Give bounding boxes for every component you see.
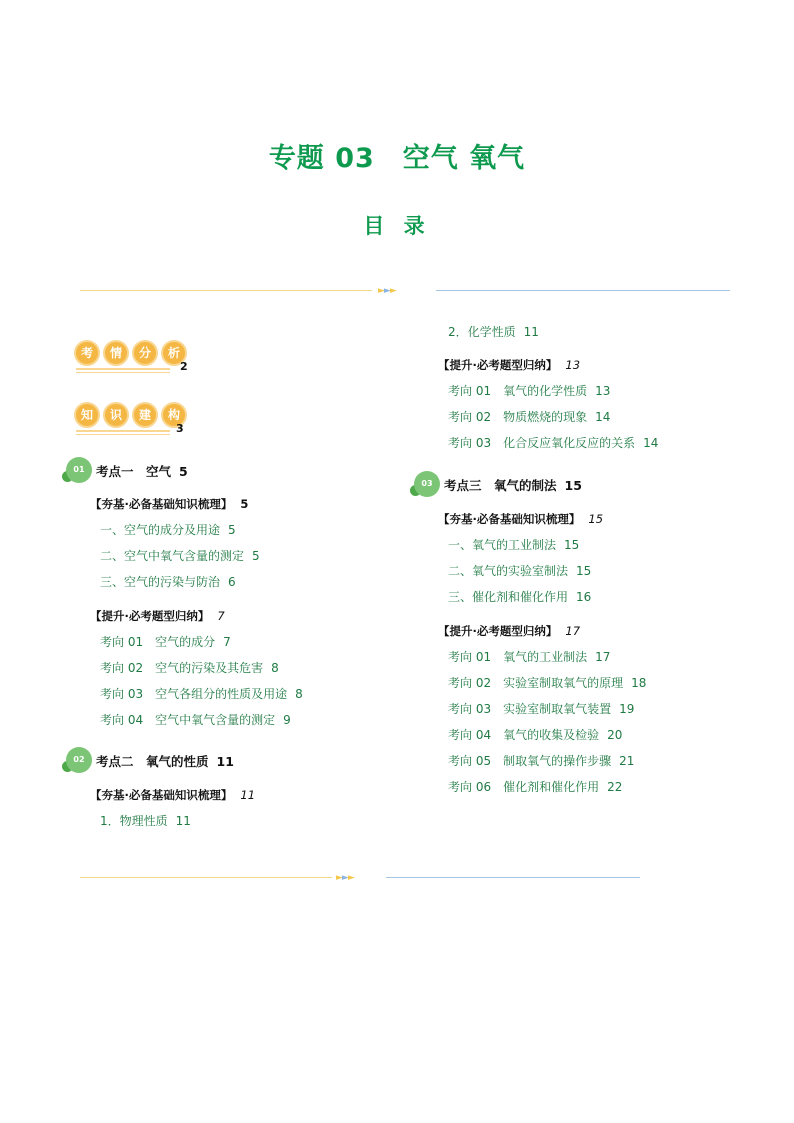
toc-section-advanced[interactable]: [90, 609, 225, 623]
badge-char: 考: [74, 340, 100, 366]
item-label: 考向 04 氧气的收集及检验: [448, 728, 600, 742]
badge-page: 2: [180, 360, 188, 373]
item-page: 9: [283, 713, 291, 727]
badge-char: 知: [74, 402, 100, 428]
page-title: 专题 03 空气 氧气: [268, 143, 526, 174]
badge-page: 3: [176, 422, 184, 435]
toc-section-basic[interactable]: [90, 497, 248, 511]
item-label: 考向 05 制取氧气的操作步骤: [448, 754, 612, 768]
point-page: 5: [179, 464, 188, 479]
item-page: 17: [595, 650, 611, 664]
item-page: 18: [631, 676, 647, 690]
toc-item[interactable]: [448, 728, 622, 742]
item-label: 考向 03 空气各组分的性质及用途: [100, 687, 288, 701]
item-page: 7: [223, 635, 231, 649]
badge-char: 分: [132, 340, 158, 366]
point-number-icon: 02: [66, 747, 92, 773]
item-page: 6: [228, 575, 236, 589]
toc-section-basic[interactable]: [438, 512, 603, 526]
item-page: 15: [564, 538, 580, 552]
toc-heading: 目 录: [363, 214, 431, 238]
section-label: 【夯基·必备基础知识梳理】: [90, 788, 233, 802]
item-label: 考向 06 催化剂和催化作用: [448, 780, 600, 794]
point-label: 考点二 氧气的性质: [96, 754, 209, 769]
item-label: 二、氧气的实验室制法: [448, 564, 569, 578]
toc-item[interactable]: [100, 635, 231, 649]
item-label: 三、空气的污染与防治: [100, 575, 221, 589]
item-label: 考向 01 氧气的化学性质: [448, 384, 588, 398]
item-page: 20: [607, 728, 623, 742]
badge-char: 情: [103, 340, 129, 366]
item-page: 11: [523, 325, 539, 339]
item-page: 16: [576, 590, 592, 604]
point-number-icon: 03: [414, 471, 440, 497]
point-label: 考点三 氧气的制法: [444, 478, 557, 493]
divider-arrows-icon: ►►►: [336, 873, 354, 883]
item-page: 14: [595, 410, 611, 424]
toc-section-advanced[interactable]: [438, 624, 580, 638]
badge-char: 析: [161, 340, 187, 366]
section-label: 【夯基·必备基础知识梳理】: [90, 497, 233, 511]
toc-section-advanced[interactable]: [438, 358, 580, 372]
section-label: 【提升·必考题型归纳】: [90, 609, 210, 623]
point-page: 11: [216, 754, 234, 769]
point-page: 15: [564, 478, 582, 493]
toc-item[interactable]: [448, 325, 539, 339]
section-page: 15: [588, 512, 604, 526]
item-label: 考向 02 空气的污染及其危害: [100, 661, 264, 675]
toc-item[interactable]: [448, 384, 610, 398]
toc-item[interactable]: [448, 564, 591, 578]
toc-item[interactable]: [100, 549, 260, 563]
item-page: 5: [252, 549, 260, 563]
toc-item[interactable]: [448, 650, 610, 664]
item-label: 二、空气中氧气含量的测定: [100, 549, 245, 563]
item-page: 15: [576, 564, 592, 578]
item-page: 21: [619, 754, 635, 768]
item-label: 一、空气的成分及用途: [100, 523, 221, 537]
toc-item[interactable]: [100, 661, 279, 675]
toc-item[interactable]: [100, 575, 236, 589]
item-label: 考向 01 空气的成分: [100, 635, 216, 649]
item-label: 考向 03 实验室制取氧气装置: [448, 702, 612, 716]
section-label: 【提升·必考题型归纳】: [438, 358, 558, 372]
badge-char: 识: [103, 402, 129, 428]
section-label: 【提升·必考题型归纳】: [438, 624, 558, 638]
toc-item[interactable]: [100, 523, 236, 537]
item-page: 14: [643, 436, 659, 450]
section-page: 11: [240, 788, 256, 802]
section-label: 【夯基·必备基础知识梳理】: [438, 512, 581, 526]
toc-item[interactable]: [448, 780, 622, 794]
item-page: 13: [595, 384, 611, 398]
section-page: 5: [240, 497, 249, 511]
item-page: 8: [295, 687, 303, 701]
toc-item[interactable]: [100, 814, 191, 828]
top-divider: [80, 286, 730, 296]
badge-zhishi-jiangou[interactable]: [74, 402, 204, 435]
item-label: 1．物理性质: [100, 814, 168, 828]
toc-item[interactable]: [448, 410, 610, 424]
bottom-divider: [80, 873, 640, 883]
item-page: 8: [271, 661, 279, 675]
item-label: 考向 01 氧气的工业制法: [448, 650, 588, 664]
item-label: 考向 02 物质燃烧的现象: [448, 410, 588, 424]
item-label: 考向 04 空气中氧气含量的测定: [100, 713, 276, 727]
badge-kaoqing-fenxi[interactable]: [74, 340, 204, 373]
point-label: 考点一 空气: [96, 464, 172, 479]
toc-item[interactable]: [448, 590, 591, 604]
badge-char: 构: [161, 402, 187, 428]
item-page: 19: [619, 702, 635, 716]
section-page: 7: [217, 609, 225, 623]
item-page: 11: [175, 814, 191, 828]
toc-item[interactable]: [448, 436, 658, 450]
item-page: 5: [228, 523, 236, 537]
toc-item[interactable]: [448, 676, 646, 690]
toc-item[interactable]: [448, 754, 634, 768]
item-label: 2．化学性质: [448, 325, 516, 339]
toc-item[interactable]: [100, 713, 291, 727]
section-page: 17: [565, 624, 581, 638]
item-label: 考向 02 实验室制取氧气的原理: [448, 676, 624, 690]
divider-arrows-icon: ►►►: [378, 286, 396, 296]
toc-section-basic[interactable]: [90, 788, 255, 802]
badge-char: 建: [132, 402, 158, 428]
toc-item[interactable]: [448, 538, 579, 552]
section-page: 13: [565, 358, 581, 372]
item-label: 一、氧气的工业制法: [448, 538, 557, 552]
item-label: 考向 03 化合反应氧化反应的关系: [448, 436, 636, 450]
item-label: 三、催化剂和催化作用: [448, 590, 569, 604]
item-page: 22: [607, 780, 623, 794]
toc-item[interactable]: [448, 702, 634, 716]
point-number-icon: 01: [66, 457, 92, 483]
toc-item[interactable]: [100, 687, 303, 701]
